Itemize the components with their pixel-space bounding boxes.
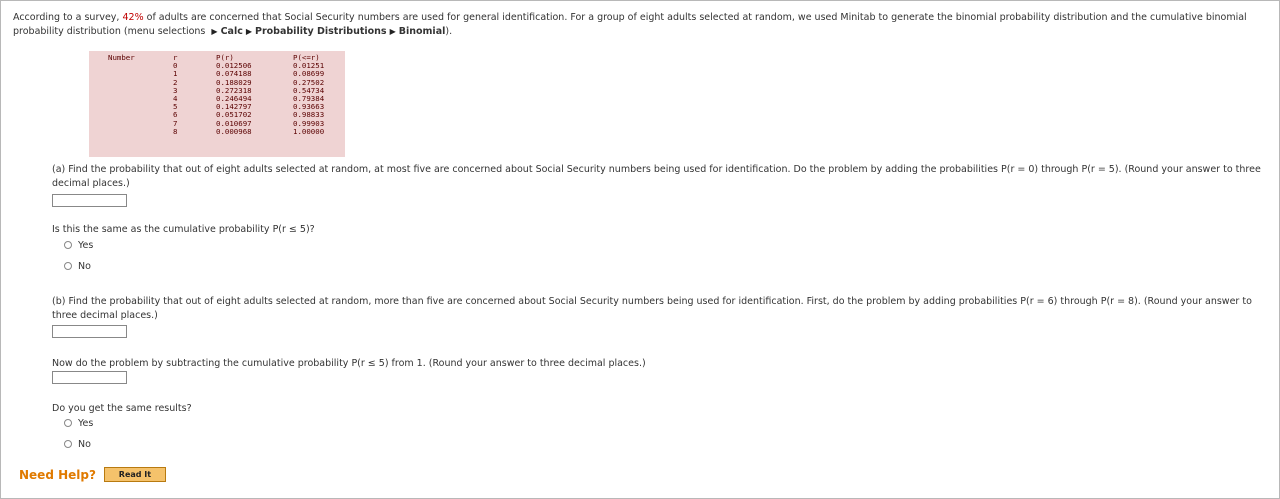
minitab-output-table	[89, 51, 345, 157]
part-b-answer-field-1[interactable]	[52, 325, 127, 338]
cumulative-value: 0.79384	[293, 94, 325, 104]
r-header: r	[173, 53, 178, 62]
part-b-no-option[interactable]	[64, 438, 91, 450]
menu-probability-distributions: Probability Distributions	[255, 26, 387, 37]
part-b-answer-field-2[interactable]	[52, 371, 127, 384]
p-value: 0.012506	[216, 61, 252, 71]
part-a-yes-option[interactable]	[64, 239, 93, 251]
yes-label: Yes	[78, 417, 94, 429]
cumulative-value: 0.98833	[293, 110, 325, 120]
column-cumulative	[293, 54, 324, 136]
p-value: 0.272318	[216, 85, 252, 95]
radio-icon[interactable]	[64, 241, 72, 249]
part-a-question: (a) Find the probability that out of eight adults selected at random, at most five are concerned about Social Security numbers being used for identification. Do the problem by adding the probabilities P(r = 0) through P(r = 5). (Round your answer to three decimal places.)	[52, 164, 1261, 189]
cumulative-value: 0.99903	[293, 118, 325, 128]
p-value: 0.246494	[216, 94, 252, 104]
intro-text-2: of adults are concerned that Social Security numbers are used for general identification. For a group of eight adults selected at random, we used Minitab to generate the binomial probability distribution and the cumulative binomial probability distribution (menu selections	[13, 12, 1247, 37]
read-it-button[interactable]: Read It	[104, 467, 166, 482]
r-value: 1	[173, 69, 178, 79]
r-value: 7	[173, 118, 178, 128]
cumulative-value: 0.08699	[293, 69, 325, 79]
r-value: 5	[173, 102, 178, 112]
triangle-right-icon: ▶	[211, 27, 218, 36]
triangle-right-icon: ▶	[245, 27, 252, 36]
intro-text: According to a survey,	[13, 12, 123, 23]
intro-end: ).	[445, 26, 453, 37]
r-value: 4	[173, 94, 178, 104]
radio-icon[interactable]	[64, 419, 72, 427]
p-header: P(r)	[216, 53, 234, 62]
menu-binomial: Binomial	[398, 26, 446, 37]
cumulative-value: 1.00000	[293, 126, 325, 136]
no-label: No	[78, 438, 91, 450]
cumulative-header: P(<=r)	[293, 53, 320, 62]
menu-calc: Calc	[220, 26, 243, 37]
r-value: 0	[173, 61, 178, 71]
r-value: 8	[173, 126, 178, 136]
p-value: 0.051702	[216, 110, 252, 120]
part-b-yes-option[interactable]	[64, 417, 93, 429]
problem-intro	[13, 11, 1263, 39]
part-a-no-option[interactable]	[64, 260, 91, 272]
part-a-followup: Is this the same as the cumulative probability P(r ≤ 5)?	[52, 224, 315, 235]
column-r	[173, 54, 177, 136]
radio-icon[interactable]	[64, 440, 72, 448]
no-label: No	[78, 260, 91, 272]
number-label: Number	[108, 53, 135, 62]
r-value: 3	[173, 85, 178, 95]
percent-highlight: 42%	[122, 12, 144, 23]
r-value: 2	[173, 77, 178, 87]
p-value: 0.074188	[216, 69, 252, 79]
need-help-title: Need Help?	[19, 467, 96, 482]
cumulative-value: 0.93663	[293, 102, 325, 112]
cumulative-value: 0.27502	[293, 77, 325, 87]
part-a-answer-field[interactable]	[52, 194, 127, 207]
part-b-subtract-question: Now do the problem by subtracting the cumulative probability P(r ≤ 5) from 1. (Round your answer to three decimal places.)	[52, 358, 646, 369]
radio-icon[interactable]	[64, 262, 72, 270]
cumulative-value: 0.54734	[293, 85, 325, 95]
r-value: 6	[173, 110, 178, 120]
p-value: 0.188029	[216, 77, 252, 87]
need-help-section	[19, 467, 166, 482]
p-value: 0.010697	[216, 118, 252, 128]
cumulative-value: 0.01251	[293, 61, 325, 71]
p-value: 0.000968	[216, 126, 252, 136]
part-b-same-question: Do you get the same results?	[52, 403, 192, 414]
triangle-right-icon: ▶	[389, 27, 396, 36]
part-b-question: (b) Find the probability that out of eight adults selected at random, more than five are concerned about Social Security numbers being used for identification. First, do the problem by adding probabilities P(r = 6) through P(r = 8). (Round your answer to three decimal places.)	[52, 296, 1252, 321]
yes-label: Yes	[78, 239, 94, 251]
column-p	[216, 54, 252, 136]
p-value: 0.142797	[216, 102, 252, 112]
